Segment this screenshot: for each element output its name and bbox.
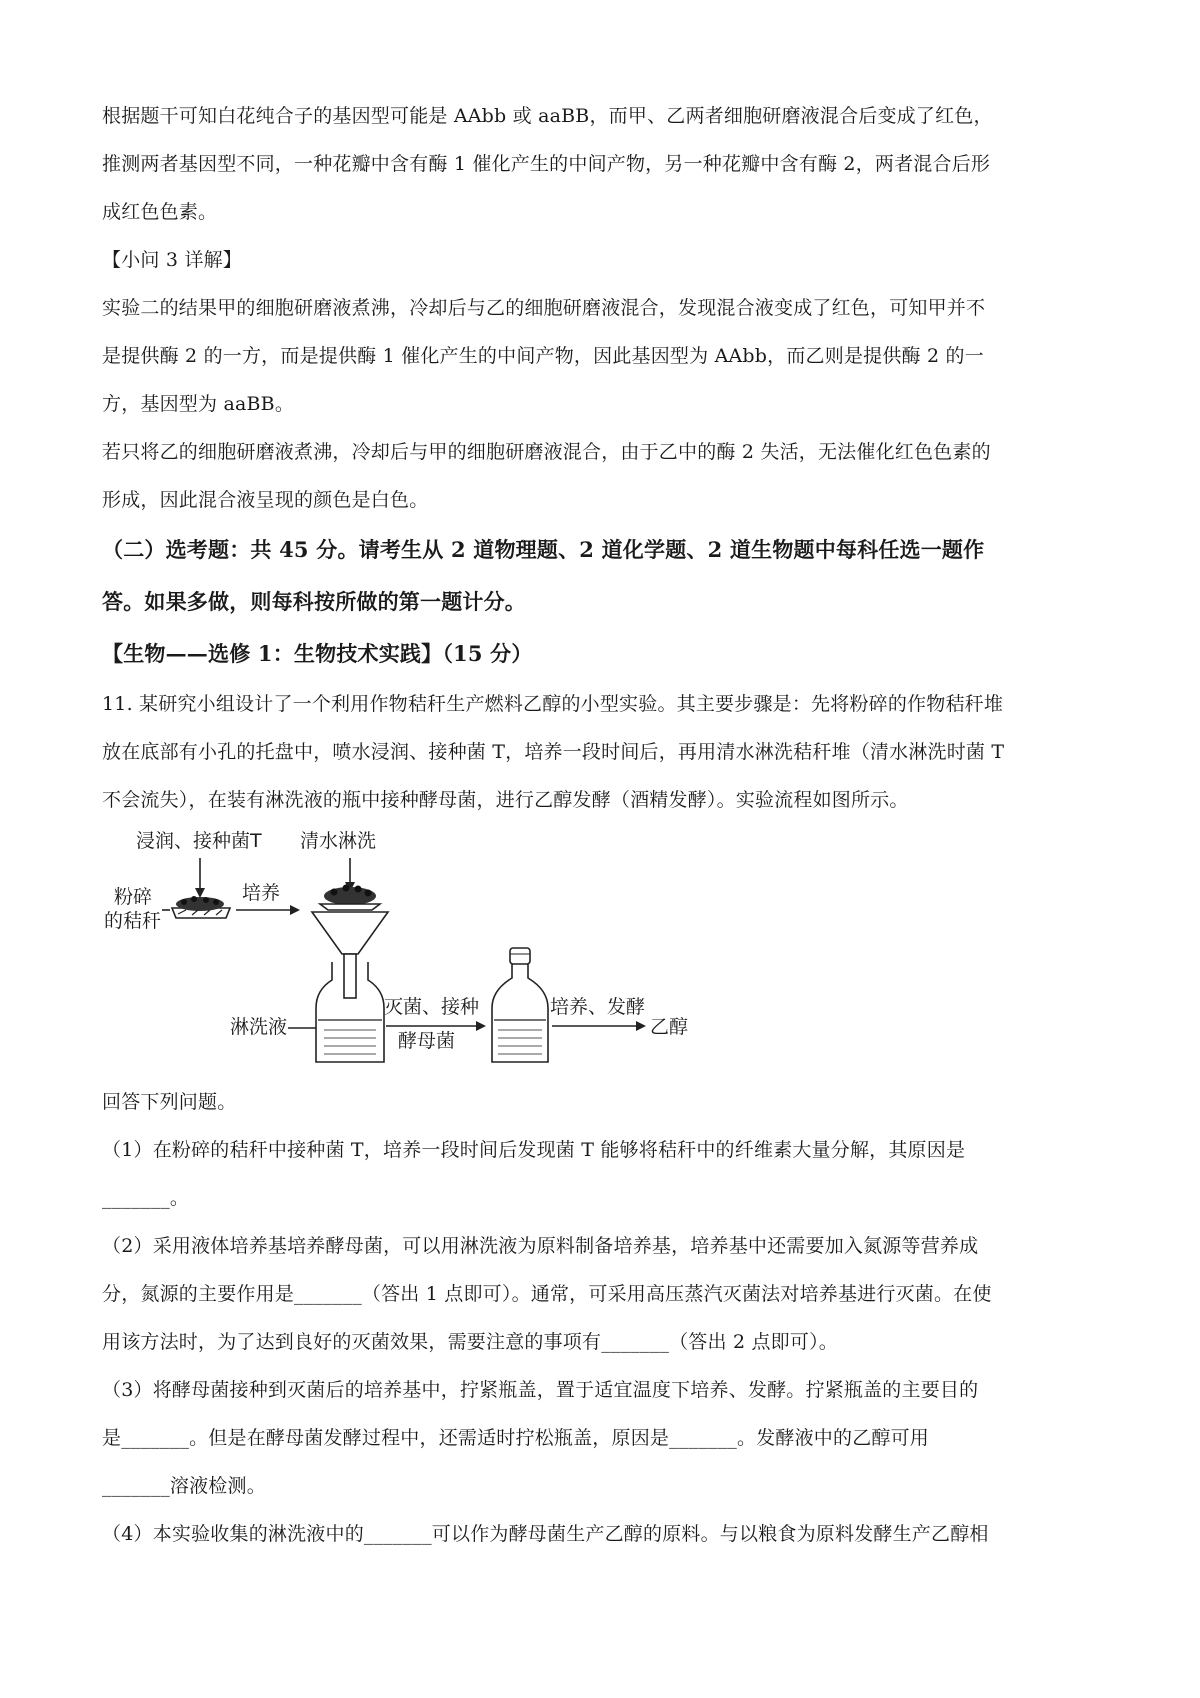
text-line: 是提供酶 2 的一方，而是提供酶 1 催化产生的中间产物，因此基因型为 AAbb，而乙则是提供酶 2 的一	[102, 345, 984, 367]
sub-question-2: 用该方法时，为了达到良好的灭菌效果，需要注意的事项有_______（答出 2 点即可）。	[102, 1331, 838, 1353]
label-crushed-straw: 粉碎	[114, 886, 153, 908]
text-line: 形成，因此混合液呈现的颜色是白色。	[102, 489, 429, 511]
sub-question-1: （1）在粉碎的秸秆中接种菌 T，培养一段时间后发现菌 T 能够将秸秆中的纤维素大量分解，其原因是	[102, 1139, 966, 1161]
elective-instructions: 答。如果多做，则每科按所做的第一题计分。	[102, 589, 526, 614]
sub-question-1: _______。	[102, 1187, 190, 1209]
label-yeast: 酵母菌	[398, 1030, 456, 1052]
funnel-icon	[312, 885, 388, 999]
sub-question-2: 分，氮源的主要作用是_______（答出 1 点即可）。通常，可采用高压蒸汽灭菌法对培养基进行灭菌。在使	[102, 1283, 992, 1305]
sub-question-3: _______溶液检测。	[102, 1475, 266, 1497]
sub-question-4: （4）本实验收集的淋洗液中的_______可以作为酵母菌生产乙醇的原料。与以粮食为原料发酵生产乙醇相	[102, 1523, 989, 1545]
sub-question-3: 是_______。但是在酵母菌发酵过程中，还需适时拧松瓶盖，原因是_______。发酵液中的乙醇可用	[102, 1427, 930, 1449]
label-culture: 培养	[242, 882, 281, 904]
question-11-text: 不会流失），在装有淋洗液的瓶中接种酵母菌，进行乙醇发酵（酒精发酵）。实验流程如图所示。	[102, 789, 909, 811]
question-11-text: 放在底部有小孔的托盘中，喷水浸润、接种菌 T，培养一段时间后，再用清水淋洗秸秆堆（清水淋洗时菌 T	[102, 741, 1005, 763]
text-line: 实验二的结果甲的细胞研磨液煮沸，冷却后与乙的细胞研磨液混合，发现混合液变成了红色，可知甲并不	[102, 297, 986, 319]
label-crushed-straw: 的秸秆	[104, 910, 162, 932]
label-rinse-liquid: 淋洗液	[230, 1016, 288, 1038]
elective-instructions: （二）选考题：共 45 分。请考生从 2 道物理题、2 道化学题、2 道生物题中每科任选一题作	[102, 537, 985, 562]
fermentation-bottle-icon	[492, 948, 548, 1062]
text-line: 若只将乙的细胞研磨液煮沸，冷却后与甲的细胞研磨液混合，由于乙中的酶 2 失活，无法催化红色色素的	[102, 441, 991, 463]
straw-tray-icon	[172, 896, 230, 918]
text-line: 推测两者基因型不同，一种花瓣中含有酶 1 催化产生的中间产物，另一种花瓣中含有酶 2，两者混合后形	[102, 153, 991, 175]
sub-question-3: （3）将酵母菌接种到灭菌后的培养基中，拧紧瓶盖，置于适宜温度下培养、发酵。拧紧瓶盖的主要目的	[102, 1379, 979, 1401]
sub-question-2: （2）采用液体培养基培养酵母菌，可以用淋洗液为原料制备培养基，培养基中还需要加入氮源等营养成	[102, 1235, 979, 1257]
label-culture-ferment: 培养、发酵	[550, 996, 646, 1018]
question-11-text: 11. 某研究小组设计了一个利用作物秸秆生产燃料乙醇的小型实验。其主要步骤是：先将粉碎的作物秸秆堆	[102, 693, 1004, 715]
label-water-rinse: 清水淋洗	[300, 830, 377, 852]
text-line: 成红色色素。	[102, 201, 218, 223]
experiment-flow-diagram	[102, 830, 722, 1070]
section-title-biology: 【生物——选修 1：生物技术实践】（15 分）	[102, 641, 533, 666]
section-heading-q3: 【小问 3 详解】	[102, 249, 242, 271]
text-line: 方，基因型为 aaBB。	[102, 393, 295, 415]
answer-intro: 回答下列问题。	[102, 1091, 237, 1113]
text-line: 根据题干可知白花纯合子的基因型可能是 AAbb 或 aaBB，而甲、乙两者细胞研磨液混合后变成了红色，	[102, 105, 993, 127]
label-sterilize-inoculate: 灭菌、接种	[384, 996, 480, 1018]
label-soak-inoculate: 浸润、接种菌T	[136, 830, 262, 852]
document-page	[102, 92, 1102, 1558]
label-ethanol: 乙醇	[650, 1016, 689, 1038]
